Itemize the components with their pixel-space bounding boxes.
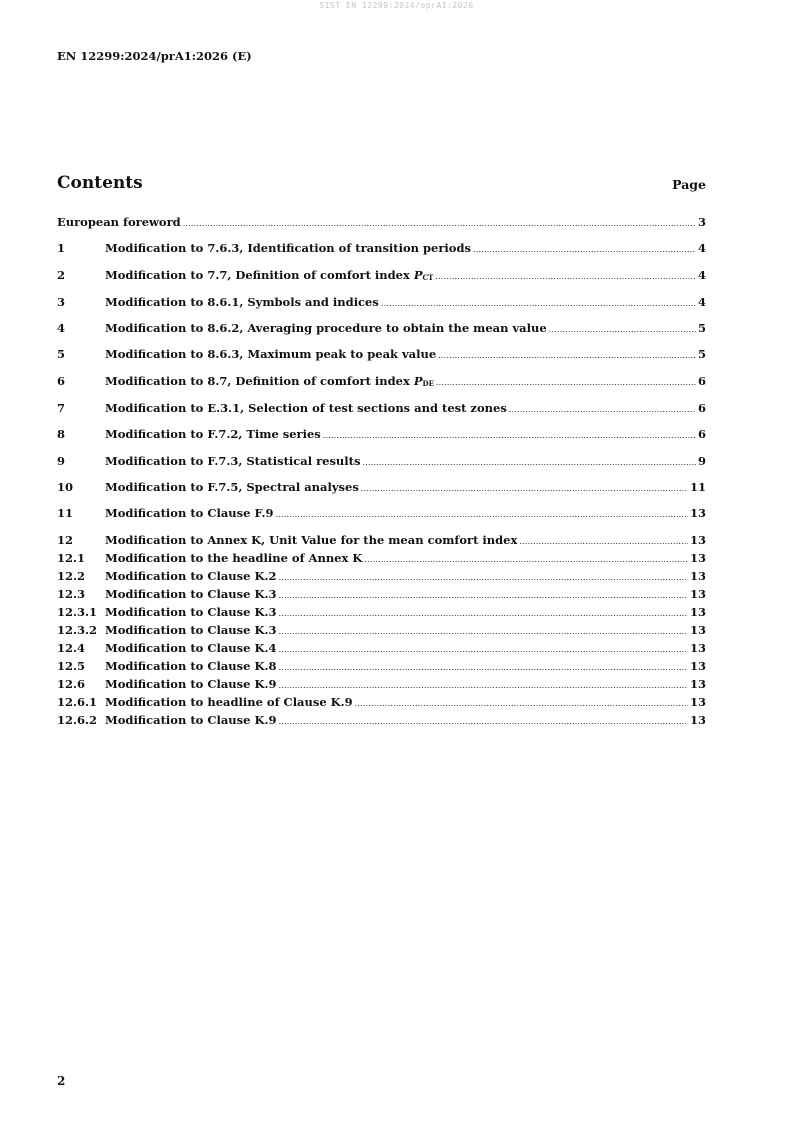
toc-entry-number: 1 [57,241,66,256]
toc-entry-title: Modification to 7.6.3, Identification of transition periods [105,241,471,256]
toc-entry-page: 13 [689,532,706,547]
toc-dot-leader [364,551,688,568]
toc-entry[interactable] [57,426,706,444]
watermark: SIST EN 12299:2024/oprA1:2026 [319,1,474,10]
toc-entry[interactable] [57,640,706,658]
toc-entry-page: 3 [697,215,706,229]
toc-entry-number: 12.6.2 [57,712,98,727]
toc-dot-leader [278,623,688,640]
toc-entry-number: 4 [57,321,66,336]
toc-entry-title: Modification to 8.7, Definition of comfort index $P_{DE}$ [105,373,434,388]
toc-entry[interactable] [57,240,706,258]
toc-dot-leader [278,605,688,622]
toc-entry-number: 12 [57,532,74,547]
toc-entry-page: 13 [689,586,706,601]
page-column-label: Page [672,177,706,192]
toc-entry-page: 5 [697,321,706,336]
toc-entry-number: 12.4 [57,640,86,655]
toc-dot-leader [361,480,688,497]
toc-entry-page: 9 [697,453,706,468]
toc-dot-leader [183,215,696,232]
toc-entry-title: Modification to Clause K.3 [105,586,277,601]
toc-entry-page: 13 [689,568,706,583]
toc-dot-leader [381,295,696,312]
toc-entry-symbol-subscript: CT [422,272,434,282]
toc-entry-number: 12.3.1 [57,604,98,619]
toc-entry-page: 11 [689,479,706,494]
toc-entry-number: 12.1 [57,550,86,565]
toc-entry-number: 12.6.1 [57,694,98,709]
toc-dot-leader [278,587,688,604]
toc-entry-page: 13 [689,506,706,521]
contents-title: Contents [57,173,143,193]
toc-entry[interactable] [57,532,706,550]
toc-entry-page: 13 [689,622,706,637]
toc-entry[interactable] [57,373,706,392]
toc-entry-page: 6 [697,427,706,442]
toc-entry[interactable] [57,479,706,497]
toc-entry-number: 11 [57,506,74,521]
toc-entry[interactable] [57,550,706,568]
toc-entry[interactable] [57,694,706,712]
toc-entry[interactable] [57,320,706,338]
toc-entry-title: Modification to Clause K.3 [105,622,277,637]
toc-dot-leader [278,641,688,658]
toc-entry-page: 6 [697,401,706,416]
toc-entry[interactable] [57,622,706,640]
toc-entry-number: 12.3.2 [57,622,98,637]
toc-entry-number: 9 [57,453,66,468]
toc-entry-page: 13 [689,640,706,655]
toc-entry[interactable] [57,676,706,694]
toc-entry-title: Modification to 7.7, Definition of comfort index $P_{CT}$ [105,267,434,282]
toc-entry[interactable] [57,586,706,604]
toc-entry-number: 12.3 [57,586,86,601]
toc-entry-title: Modification to Annex K, Unit Value for the mean comfort index [105,532,518,547]
toc-entry-number: 8 [57,427,66,442]
toc-dot-leader [275,506,688,523]
toc-entry[interactable] [57,214,706,232]
toc-entry-number: 12.2 [57,568,86,583]
toc-entry-title: Modification to F.7.3, Statistical results [105,453,361,468]
toc-entry-page: 13 [689,550,706,565]
toc-entry-title: Modification to the headline of Annex K [105,550,363,565]
toc-entry-page: 4 [697,241,706,256]
toc-entry-number: 7 [57,401,66,416]
toc-entry-page: 13 [689,694,706,709]
table-of-contents [57,214,706,730]
toc-entry-symbol: P [413,373,423,388]
toc-entry[interactable] [57,658,706,676]
toc-dot-leader [278,677,688,694]
page-number: 2 [57,1074,66,1088]
toc-entry-number: 5 [57,347,66,362]
toc-entry-title: European foreword [57,215,181,229]
toc-entry-number: 12.6 [57,676,86,691]
toc-entry[interactable] [57,604,706,622]
toc-entry-symbol: P [413,267,423,282]
toc-dot-leader [438,347,696,364]
toc-entry-number: 12.5 [57,658,86,673]
toc-dot-leader [362,454,696,471]
toc-entry-page: 4 [697,294,706,309]
toc-entry-title: Modification to Clause K.2 [105,568,277,583]
toc-entry-title: Modification to Clause F.9 [105,506,274,521]
toc-entry-title: Modification to Clause K.9 [105,712,277,727]
toc-dot-leader [436,374,696,391]
toc-entry-page: 4 [697,267,706,282]
toc-entry-symbol-subscript: DE [422,378,434,388]
toc-entry[interactable] [57,712,706,730]
toc-entry[interactable] [57,505,706,523]
toc-dot-leader [278,569,688,586]
toc-entry-page: 13 [689,676,706,691]
toc-entry-title: Modification to F.7.5, Spectral analyses [105,479,359,494]
toc-dot-leader [323,427,696,444]
toc-dot-leader [519,533,688,550]
toc-entry-number: 10 [57,479,74,494]
toc-entry-page: 13 [689,712,706,727]
toc-entry-title: Modification to headline of Clause K.9 [105,694,353,709]
toc-entry-number: 6 [57,373,66,388]
toc-entry[interactable] [57,294,706,312]
toc-entry-page: 6 [697,373,706,388]
toc-dot-leader [473,241,696,258]
toc-entry-title: Modification to Clause K.8 [105,658,277,673]
toc-entry-number: 3 [57,294,66,309]
toc-entry[interactable] [57,453,706,471]
toc-entry-title: Modification to E.3.1, Selection of test sections and test zones [105,401,507,416]
toc-entry[interactable] [57,568,706,586]
toc-entry-title: Modification to Clause K.4 [105,640,277,655]
toc-entry-title: Modification to 8.6.2, Averaging procedure to obtain the mean value [105,321,547,336]
toc-entry-page: 5 [697,347,706,362]
toc-dot-leader [509,401,696,418]
toc-entry[interactable] [57,346,706,364]
document-id-header: EN 12299:2024/prA1:2026 (E) [57,49,252,63]
toc-entry-title: Modification to Clause K.3 [105,604,277,619]
toc-entry[interactable] [57,267,706,286]
toc-entry-title: Modification to 8.6.1, Symbols and indices [105,294,379,309]
toc-dot-leader [435,268,696,285]
toc-entry-page: 13 [689,604,706,619]
toc-entry-title: Modification to F.7.2, Time series [105,427,321,442]
toc-entry-number: 2 [57,267,66,282]
toc-entry-title: Modification to Clause K.9 [105,676,277,691]
toc-dot-leader [549,321,696,338]
toc-entry-title: Modification to 8.6.3, Maximum peak to peak value [105,347,437,362]
toc-entry[interactable] [57,400,706,418]
toc-dot-leader [278,659,688,676]
toc-entry-page: 13 [689,658,706,673]
toc-dot-leader [355,695,688,712]
toc-dot-leader [278,713,688,730]
